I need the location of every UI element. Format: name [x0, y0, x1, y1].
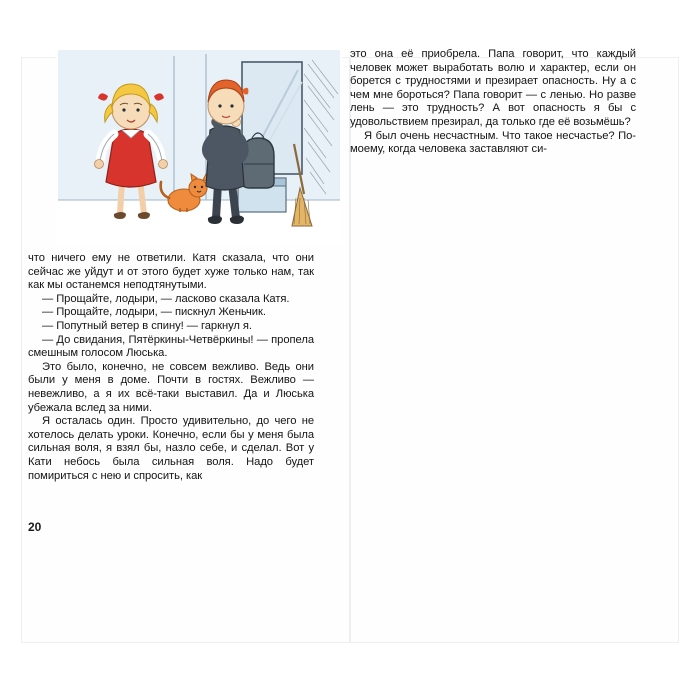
paragraph: — Прощайте, лодыри, — ласково сказала Катя.	[42, 292, 290, 305]
paragraph: — Попутный ветер в спину! — гаркнул я.	[42, 319, 252, 332]
left-text-block	[28, 252, 314, 483]
right-text-block	[350, 48, 636, 157]
paragraph: — Прощайте, лодыри, — пискнул Женьчик.	[42, 306, 266, 319]
illustration-hallway-scene	[56, 48, 342, 244]
paragraph: это она её приобрела. Папа говорит, что каждый человек может выработать волю и характер, если он борется с трудностями и презирает опасность. Ну а с чем мне бороться? Папа говорит — с ленью. Но разве лень — это трудность? А вот опасность я бы с удовольствием презирал, да только где её возьмёшь?	[350, 48, 636, 128]
paragraph: Я осталась один. Просто удивительно, до чего не хотелось делать уроки. Конечно, если бы у меня была сильная воля, я взял бы, назло себе, и сделал. Вот у Кати небось была сильная воля. Надо будет помириться с нею и спросить, как	[28, 415, 314, 482]
page-number: 20	[28, 520, 42, 534]
paragraph: — До свидания, Пятёркины-Четвёркины! — пропела смешным голосом Люська.	[28, 333, 314, 360]
paragraph: Я был очень несчастным. Что такое несчастье? По-моему, когда человека заставляют си-	[350, 129, 636, 156]
paragraph: Это было, конечно, не совсем вежливо. Ведь они были у меня в доме. Почти в гостях. Вежливо — невежливо, а я их всё-таки выставил. Да и Люська убежала вслед за ними.	[28, 360, 314, 414]
paragraph: что ничего ему не ответили. Катя сказала, что они сейчас же уйдут и от этого будет хуже только нам, так как мы останемся неподтянутыми.	[28, 252, 314, 292]
